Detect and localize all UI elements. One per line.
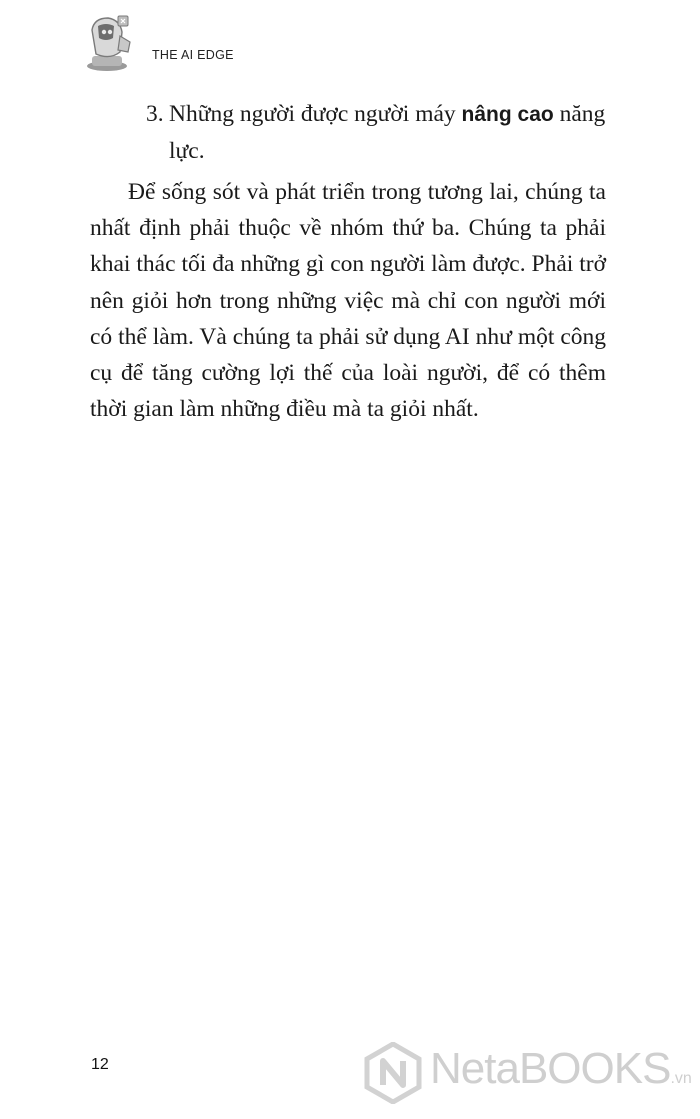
list-text-bold: nâng cao <box>461 103 554 126</box>
list-number: 3. <box>146 101 164 127</box>
list-item-text <box>169 96 616 169</box>
list-text-start: Những người được người máy <box>169 101 462 127</box>
watermark-suffix: .vn <box>670 1070 692 1087</box>
neta-n-logo-icon <box>362 1042 424 1104</box>
body-paragraph: Để sống sót và phát triển trong tương lai, chúng ta nhất định phải thuộc về nhóm thứ ba. Chúng ta phải khai thác tối đa những gì con người làm được. Phải trở nên giỏi hơn trong những việc mà chỉ con người mới có thể làm. Và chúng ta phải sử dụng AI như một công cụ để tăng cường lợi thế của loài người, để có thêm thời gian làm những điều mà ta giỏi nhất. <box>90 179 606 423</box>
watermark-text <box>430 1044 692 1094</box>
watermark-main: NetaBOOKS <box>430 1044 671 1093</box>
running-title: THE AI EDGE <box>152 48 234 62</box>
numbered-list-item <box>146 96 616 169</box>
page-number: 12 <box>91 1056 109 1073</box>
robot-logo-icon <box>80 12 144 74</box>
netabooks-watermark <box>362 1040 692 1110</box>
list-text-end: năng lực. <box>169 101 606 164</box>
page-header <box>80 12 380 82</box>
